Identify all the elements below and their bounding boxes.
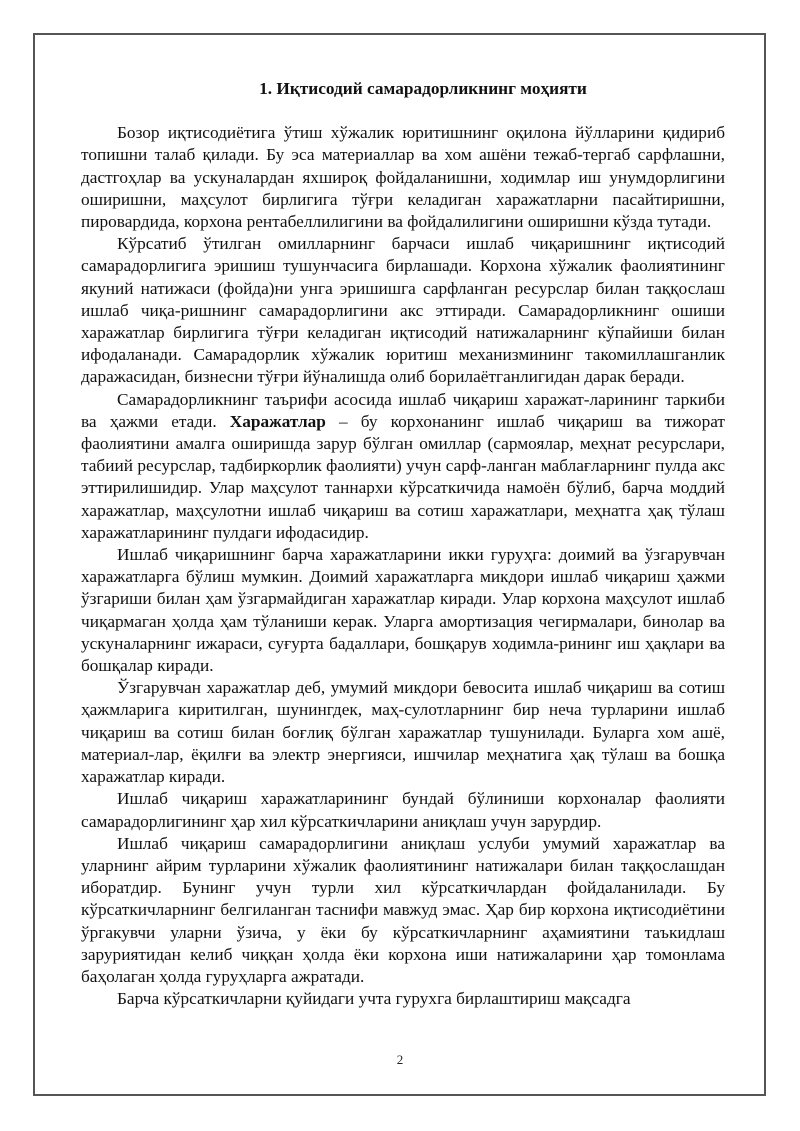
page-number: 2 bbox=[396, 1052, 404, 1067]
paragraph-7: Ишлаб чиқариш самарадорлигини аниқлаш услуби умумий харажатлар ва уларнинг айрим турларини хўжалик фаолиятининг натижалари билан таққослашдан иборатдир. Бунинг учун турли хил кўрсаткичлардан фойдаланилади. Бу кўрсаткичларнинг белгиланган таснифи мавжуд эмас. Ҳар бир корхона иқтисодиётини ўргакувчи уларни ўзича, у ёки бу кўрсаткичларнинг аҳамиятини таъкидлаш заруриятидан келиб чиққан ҳолда ёки корхона иши натижаларини ҳар томонлама баҳолаган ҳолда гуруҳларга ажратади. bbox=[81, 833, 725, 986]
document-title: 1. Иқтисодий самарадорликнинг моҳияти bbox=[259, 79, 587, 98]
paragraph-3-intro: Самарадорликнинг таърифи асосида ишлаб чиқариш харажат-ларининг таркиби ва ҳажми етади. bbox=[81, 389, 725, 431]
paragraph-5: Ўзгарувчан харажатлар деб, умумий микдори бевосита ишлаб чиқариш ва сотиш ҳажмларига киритилган, шунингдек, маҳ-сулотларнинг бир неча турларини ишлаб чиқариш ва сотиш билан боғлиқ бўлган харажатлар тушунилади. Буларга хом ашё, материал-лар, ёқилғи ва электр энергияси, ишчилар меҳнатига ҳақ тўлаш ва бошқа харажатлар киради. bbox=[81, 678, 725, 787]
paragraph-6: Ишлаб чиқариш харажатларининг бундай бўлиниши корхоналар фаолияти самарадорлигининг ҳар хил кўрсаткичларини аниқлаш учун зарурдир. bbox=[81, 789, 725, 831]
paragraph-2: Кўрсатиб ўтилган омилларнинг барчаси ишлаб чиқаришнинг иқтисодий самарадорлигига эришиш тушунчасига бирлашади. Корхона хўжалик фаолиятининг якуний натижаси (фойда)ни унга эришишга сарфланган ресурслар билан таққослаш ишлаб чиқа-ришнинг самарадорлигини акс эттиради. Самарадорликнинг ошиши харажатлар бирлигига тўғри келадиган иқтисодий натижаларнинг кўпайиши билан ифодаланади. Самарадорлик хўжалик юритиш механизмининг такомиллашганлик даражасидан, бизнесни тўғри йўналишда олиб борилаётганлигидан дарак беради. bbox=[81, 234, 725, 387]
term-kharajatlar: Харажатлар bbox=[229, 411, 326, 431]
paragraph-1: Бозор иқтисодиётига ўтиш хўжалик юритишнинг оқилона йўлларини қидириб топишни талаб қилади. Бу эса материаллар ва хом ашёни тежаб-тергаб сарфлашни, дастгоҳлар ва ускуналардан яхшироқ фойдаланишни, ходимлар иш унумдорлигини оширишни, маҳсулот бирлигига тўғри келадиган харажатларни пасайтиришни, пировардида, корхона рентабеллилигини ва фойдалилигини оширишни кўзда тутади. bbox=[81, 123, 725, 232]
paragraph-3-definition: – бу корхонанинг ишлаб чиқариш ва тижорат фаолиятини амалга оширишда зарур бўлган омиллар (сармоялар, меҳнат ресурслари, табиий ресурслар, тадбиркорлик фаолияти) учун сарф-ланган маблағларнинг пулда акс эттирилишидир. Улар маҳсулот таннархи кўрсаткичида намоён бўлиб, барча моддий харажатлар, маҳсулотни ишлаб чиқариш ва сотиш харажатлари, меҳнатга ҳақ тўлаш харажатларининг пулдаги ифодасидир. bbox=[81, 411, 725, 542]
paragraph-4: Ишлаб чиқаришнинг барча харажатларини икки гуруҳга: доимий ва ўзгарувчан харажатларга бўлиш мумкин. Доимий харажатларга микдори ишлаб чиқариш ҳажми ўзгариши билан ҳам ўзгармайдиган харажатлар киради. Улар корхона маҳсулот ишлаб чиқармаган ҳолда ҳам тўланиши керак. Уларга амортизация чегирмалари, бинолар ва ускуналарнинг ижараси, суғурта бадаллари, бошқарув ходимла-рининг иш ҳақлари ва бошқалар киради. bbox=[81, 545, 725, 676]
paragraph-3 bbox=[81, 389, 725, 544]
paragraph-8: Барча кўрсаткичларни қуйидаги учта гурухга бирлаштириш мақсадга bbox=[117, 989, 631, 1009]
document-body bbox=[81, 78, 725, 1010]
